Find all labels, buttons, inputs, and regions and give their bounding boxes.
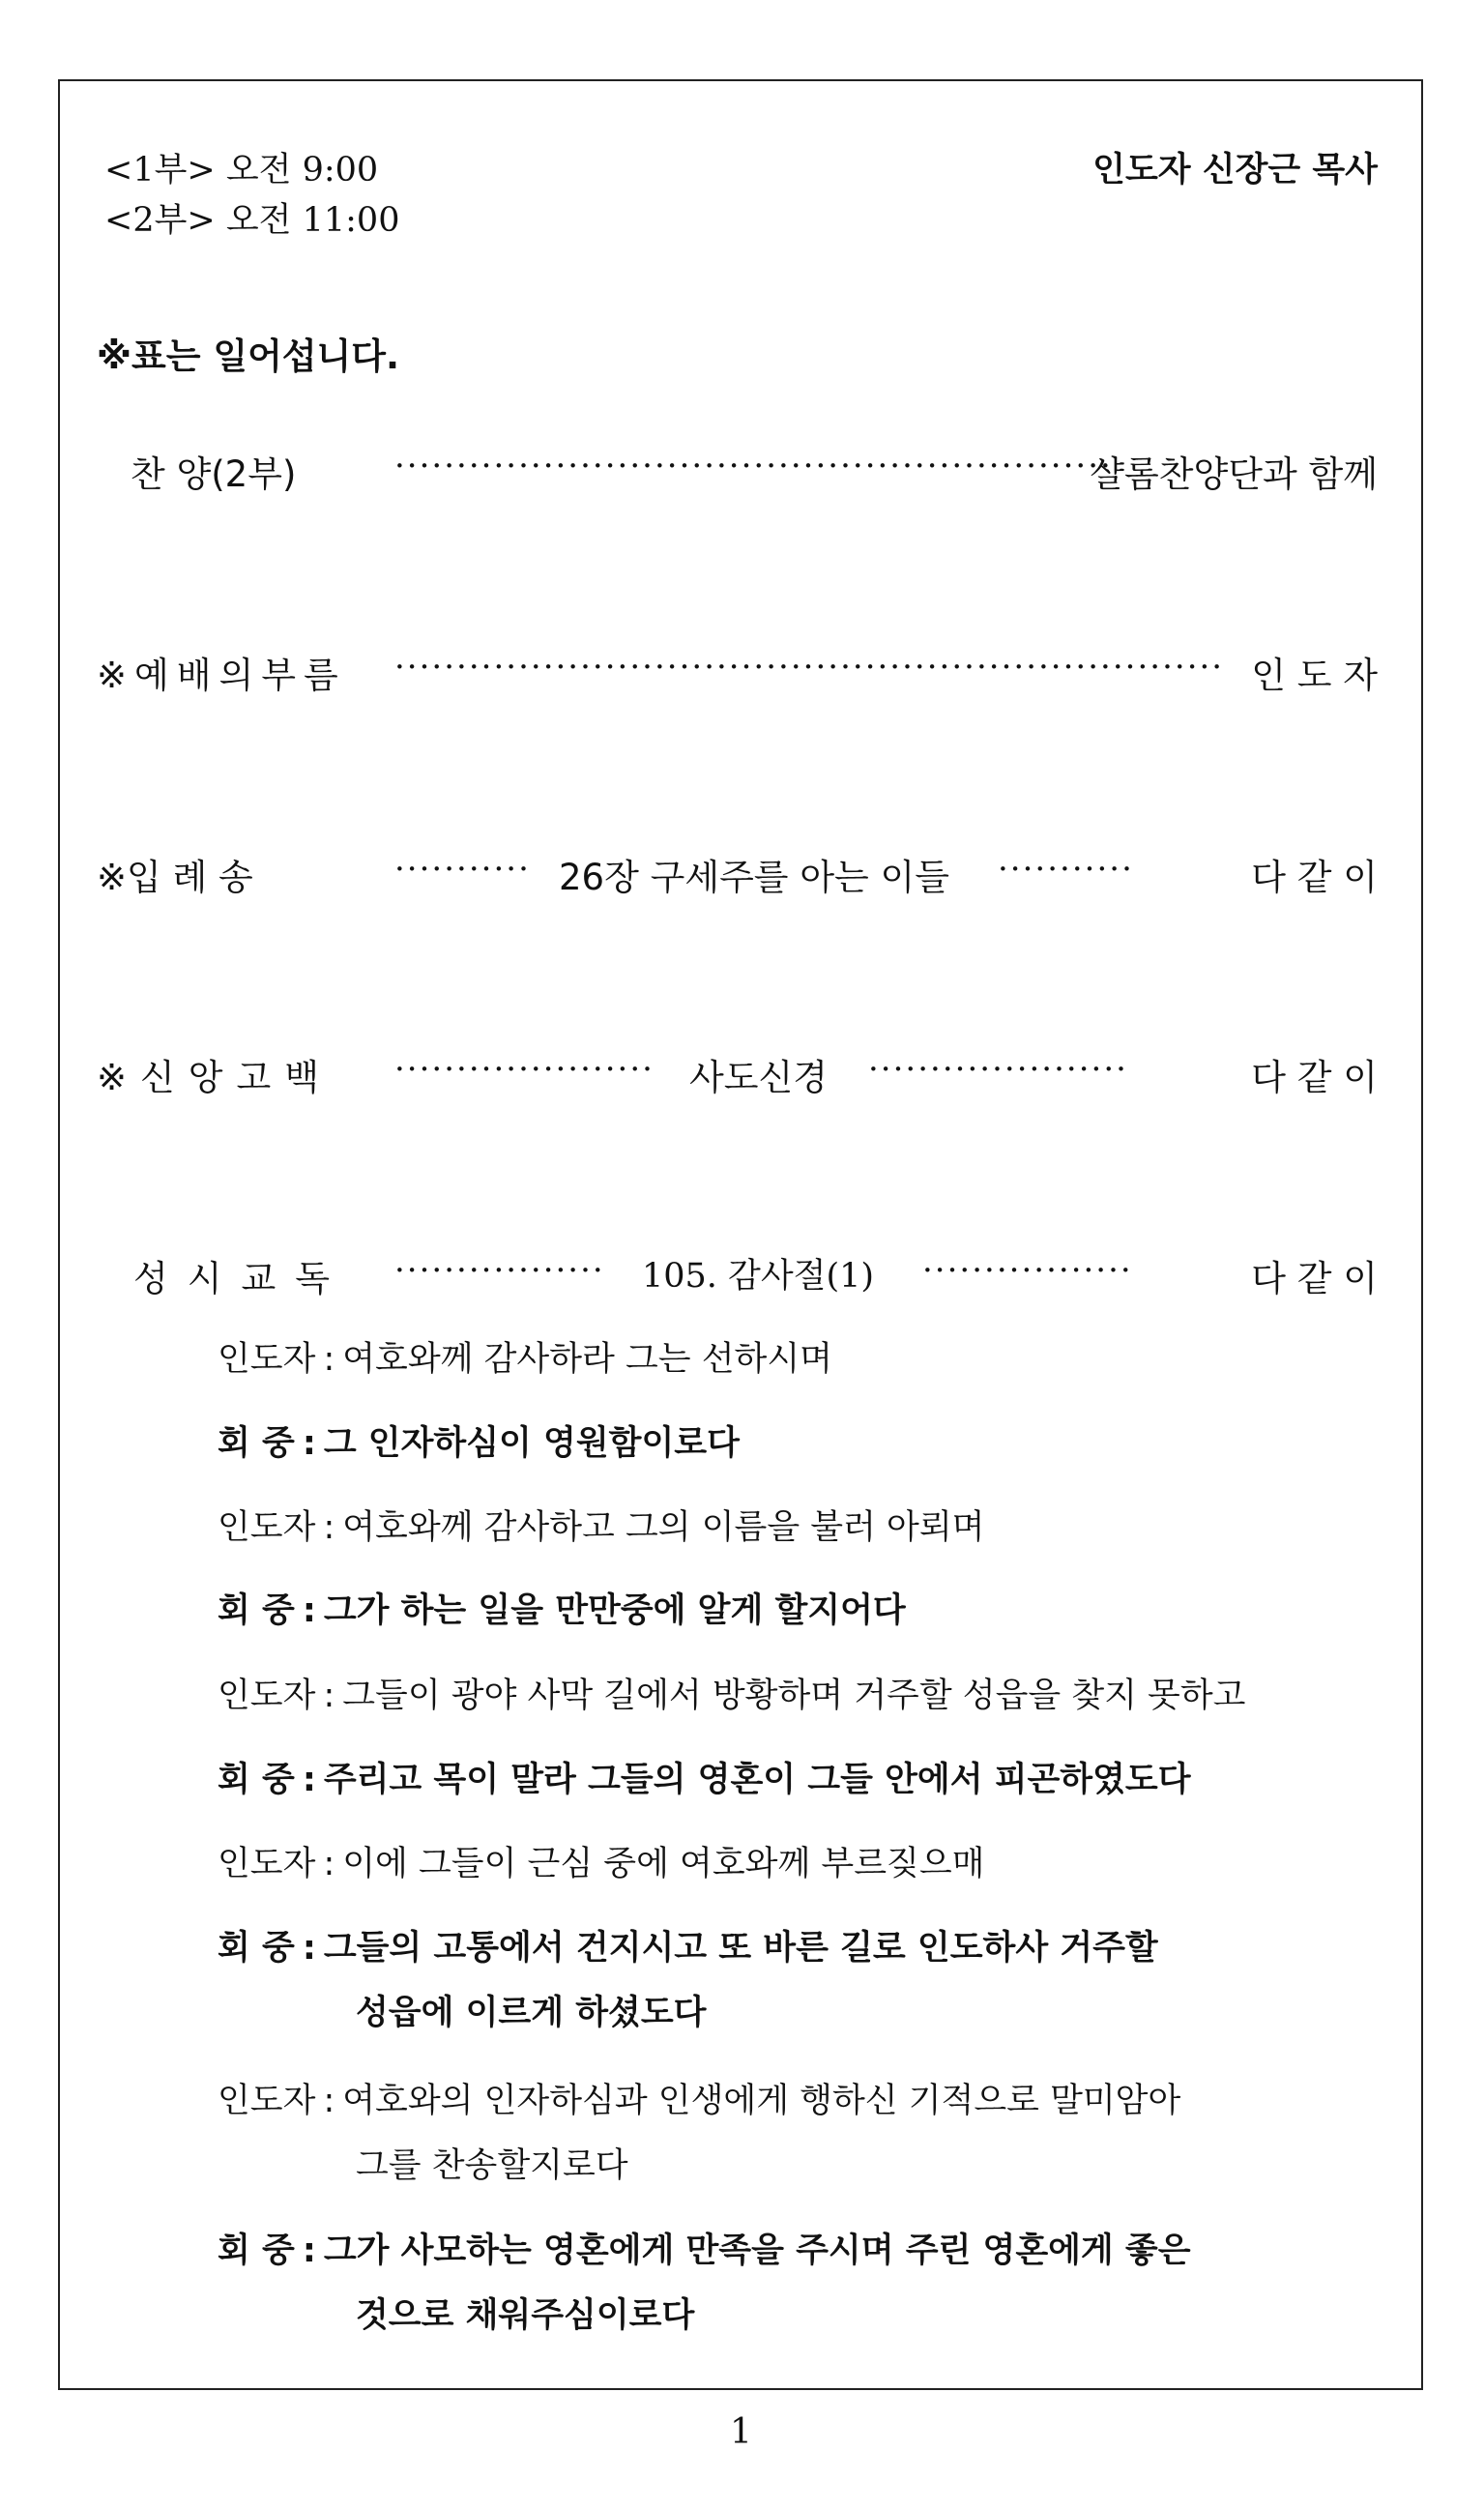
reading-sep: : — [323, 1508, 335, 1547]
reading-sep: : — [323, 1340, 335, 1379]
reading-line — [218, 1332, 832, 1381]
order-dots-left: ····················· — [394, 1050, 655, 1089]
order-dots: ··································································· — [394, 648, 1225, 686]
order-label-entrance-hymn: ※입 례 송 — [97, 857, 253, 898]
order-label-hymn — [131, 445, 296, 497]
reading-line — [218, 1584, 906, 1632]
reading-role: 회 중 — [218, 1929, 295, 1968]
reading-text: 그들이 광야 사막 길에서 방황하며 거주할 성읍을 찾지 못하고 — [342, 1677, 1246, 1715]
stand-note: ※표는 일어섭니다. — [97, 336, 400, 377]
reading-sep: : — [302, 1424, 316, 1463]
reading-line — [218, 1837, 984, 1885]
reading-text: 이에 그들이 근심 중에 여호와께 부르짖으매 — [342, 1845, 985, 1883]
reading-role: 인도자 — [218, 1340, 316, 1379]
order-label-confession: ※신앙고백 — [97, 1057, 333, 1098]
order-dots-left: ················· — [394, 1251, 605, 1290]
reading-line — [218, 1753, 1191, 1801]
order-item: 105. 감사절(1) — [642, 1257, 875, 1296]
reading-role: 회 중 — [218, 2232, 295, 2270]
reading-text: 여호와의 인자하심과 인생에게 행하신 기적으로 말미암아 — [342, 2082, 1181, 2120]
order-dots-right: ················· — [922, 1251, 1133, 1290]
order-label-responsive-reading: 성시교독 — [133, 1258, 349, 1299]
reading-role: 회 중 — [218, 1591, 295, 1630]
reading-sep: : — [323, 2082, 335, 2120]
reading-role: 인도자 — [218, 1845, 316, 1883]
reading-line — [218, 1416, 740, 1465]
order-performer: 샬롬찬양단과 함께 — [1090, 453, 1378, 495]
reading-text: 그가 사모하는 영혼에게 만족을 주시며 주린 영혼에게 좋은 — [323, 2232, 1191, 2270]
order-performer: 다 같 이 — [1251, 857, 1378, 898]
page-frame — [58, 79, 1423, 2390]
reading-role: 회 중 — [218, 1761, 295, 1799]
reading-text: 그들의 고통에서 건지시고 또 바른 길로 인도하사 거주할 — [323, 1929, 1158, 1968]
order-dots-left: ··········· — [394, 850, 531, 889]
reading-sep: : — [302, 1929, 316, 1968]
leader-name: 인도자 신장근 목사 — [1092, 151, 1378, 190]
reading-text: 여호와께 감사하라 그는 선하시며 — [342, 1340, 832, 1379]
reading-line — [218, 1921, 1158, 1969]
reading-continuation: 그를 찬송할지로다 — [356, 2146, 628, 2185]
reading-line — [218, 2224, 1191, 2272]
reading-sep: : — [323, 1677, 335, 1715]
order-performer: 인 도 자 — [1251, 655, 1378, 696]
reading-role: 인도자 — [218, 1508, 316, 1547]
reading-line — [218, 2074, 1180, 2122]
order-label-text: 찬 양(2부) — [131, 453, 297, 495]
reading-sep: : — [323, 1845, 335, 1883]
order-item: 26장 구세주를 아는 이들 — [559, 857, 950, 898]
page-number: 1 — [730, 2412, 752, 2452]
reading-text: 그 인자하심이 영원함이로다 — [323, 1424, 740, 1463]
reading-text: 여호와께 감사하고 그의 이름을 불러 아뢰며 — [342, 1508, 985, 1547]
order-dots-right: ····················· — [868, 1050, 1128, 1089]
reading-sep: : — [302, 2232, 316, 2270]
order-performer: 다 같 이 — [1251, 1057, 1378, 1098]
reading-text: 주리고 목이 말라 그들의 영혼이 그들 안에서 피곤하였도다 — [323, 1761, 1191, 1799]
reading-sep: : — [302, 1591, 316, 1630]
order-dots-right: ··········· — [998, 850, 1134, 889]
reading-sep: : — [302, 1761, 316, 1799]
order-item: 사도신경 — [689, 1057, 828, 1098]
reading-continuation: 성읍에 이르게 하셨도다 — [356, 1994, 707, 2032]
order-label-call-to-worship: ※예배의부름 — [97, 655, 346, 696]
order-dots: ·························································· — [394, 447, 1113, 485]
reading-continuation: 것으로 채워주심이로다 — [356, 2296, 695, 2335]
order-performer: 다 같 이 — [1251, 1258, 1378, 1299]
reading-role: 인도자 — [218, 1677, 316, 1715]
reading-text: 그가 하는 일을 만만중에 알게 할지어다 — [323, 1591, 906, 1630]
reading-role: 인도자 — [218, 2082, 316, 2120]
reading-role: 회 중 — [218, 1424, 295, 1463]
service-time-2: <2부> 오전 11:00 — [104, 201, 400, 240]
service-time-1: <1부> 오전 9:00 — [104, 151, 379, 190]
reading-line — [218, 1501, 984, 1549]
reading-line — [218, 1669, 1246, 1717]
